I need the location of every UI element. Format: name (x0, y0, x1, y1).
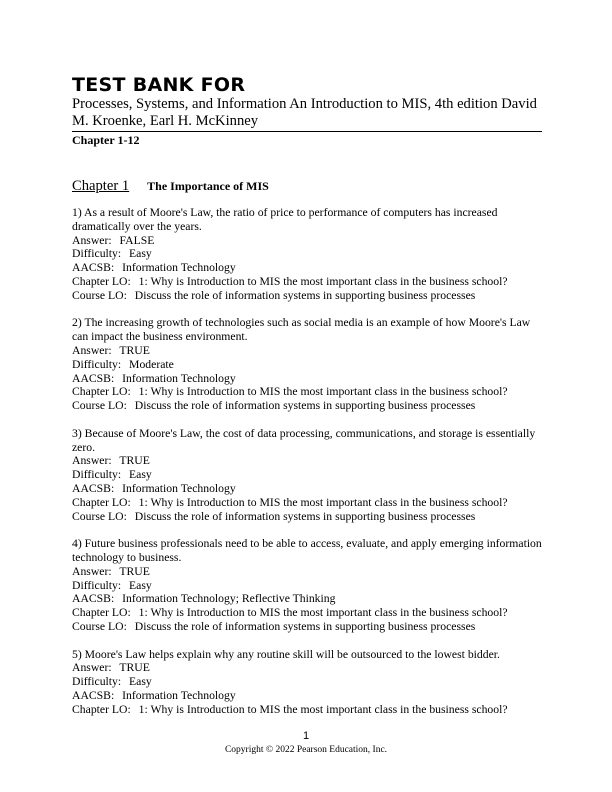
chapter-lo-value: 1: Why is Introduction to MIS the most important class in the business school? (138, 385, 508, 399)
chapter-title: The Importance of MIS (147, 179, 269, 193)
chapter-lo-label: Chapter LO: (72, 385, 131, 399)
chapter-range: Chapter 1-12 (72, 133, 140, 147)
difficulty-value: Easy (129, 578, 152, 592)
answer-value: TRUE (119, 661, 150, 675)
question-list (72, 206, 544, 730)
aacsb-value: Information Technology (122, 688, 236, 702)
answer-value: FALSE (119, 233, 155, 247)
chapter-lo-label: Chapter LO: (72, 274, 131, 288)
title-rule (72, 131, 542, 132)
aacsb-value: Information Technology (122, 371, 236, 385)
course-lo-value: Discuss the role of information systems in supporting business processes (134, 399, 476, 413)
answer-value: TRUE (119, 564, 150, 578)
answer-value: TRUE (119, 454, 150, 468)
copyright-notice: Copyright © 2022 Pearson Education, Inc. (224, 745, 388, 755)
question-text: 5) Moore's Law helps explain why any routine skill will be outsourced to the lowest bidder. (72, 647, 500, 661)
course-lo-label: Course LO: (72, 619, 127, 633)
course-lo-value: Discuss the role of information systems in supporting business processes (134, 619, 476, 633)
question-text: 4) Future business professionals need to be able to access, evaluate, and apply emerging information technology to business. (72, 537, 542, 564)
aacsb-label: AACSB: (72, 261, 115, 275)
course-lo-line (72, 289, 544, 303)
answer-line (72, 344, 544, 358)
course-lo-line (72, 510, 544, 524)
answer-label: Answer: (72, 564, 112, 578)
answer-label: Answer: (72, 233, 112, 247)
chapter-lo-value: 1: Why is Introduction to MIS the most important class in the business school? (138, 702, 508, 716)
page-number: 1 (302, 730, 310, 742)
answer-label: Answer: (72, 454, 112, 468)
chapter-lo-label: Chapter LO: (72, 702, 131, 716)
course-lo-label: Course LO: (72, 509, 127, 523)
chapter-lo-value: 1: Why is Introduction to MIS the most important class in the business school? (138, 606, 508, 620)
answer-line (72, 234, 544, 248)
aacsb-value: Information Technology (122, 481, 236, 495)
difficulty-line (72, 247, 544, 261)
difficulty-label: Difficulty: (72, 468, 122, 482)
difficulty-value: Moderate (129, 357, 174, 371)
answer-line (72, 454, 544, 468)
chapter-lo-line (72, 275, 544, 289)
aacsb-label: AACSB: (72, 371, 115, 385)
aacsb-line (72, 261, 544, 275)
question-item (72, 206, 544, 303)
difficulty-label: Difficulty: (72, 357, 122, 371)
chapter-lo-line (72, 385, 544, 399)
aacsb-label: AACSB: (72, 688, 115, 702)
answer-label: Answer: (72, 343, 112, 357)
chapter-lo-value: 1: Why is Introduction to MIS the most important class in the business school? (138, 495, 508, 509)
aacsb-label: AACSB: (72, 481, 115, 495)
question-item (72, 537, 544, 634)
course-lo-line (72, 620, 544, 634)
difficulty-label: Difficulty: (72, 675, 122, 689)
difficulty-line (72, 358, 544, 372)
answer-value: TRUE (119, 343, 150, 357)
difficulty-line (72, 675, 544, 689)
chapter-lo-label: Chapter LO: (72, 606, 131, 620)
course-lo-label: Course LO: (72, 399, 127, 413)
answer-line (72, 661, 544, 675)
difficulty-line (72, 579, 544, 593)
difficulty-value: Easy (129, 675, 152, 689)
chapter-label: Chapter 1 (72, 178, 130, 194)
question-item (72, 316, 544, 413)
answer-line (72, 565, 544, 579)
course-lo-value: Discuss the role of information systems in supporting business processes (134, 288, 476, 302)
test-bank-banner: TEST BANK FOR (72, 74, 246, 96)
chapter-lo-line (72, 703, 544, 717)
question-text: 2) The increasing growth of technologies such as social media is an example of how Moore's Law can impact the business environment. (72, 316, 531, 344)
aacsb-label: AACSB: (72, 592, 115, 606)
question-text: 1) As a result of Moore's Law, the ratio of price to performance of computers has increased dramatically over the years. (72, 206, 498, 233)
chapter-lo-line (72, 496, 544, 510)
difficulty-value: Easy (129, 468, 152, 482)
course-lo-line (72, 399, 544, 413)
question-text: 3) Because of Moore's Law, the cost of data processing, communications, and storage is essentially zero. (72, 426, 536, 454)
aacsb-line (72, 592, 544, 606)
course-lo-value: Discuss the role of information systems in supporting business processes (134, 509, 476, 523)
aacsb-line (72, 482, 544, 496)
aacsb-line (72, 372, 544, 386)
chapter-lo-label: Chapter LO: (72, 495, 131, 509)
aacsb-line (72, 689, 544, 703)
aacsb-value: Information Technology; Reflective Thinking (122, 592, 336, 606)
question-item (72, 648, 544, 717)
chapter-lo-line (72, 606, 544, 620)
book-title: Processes, Systems, and Information An Introduction to MIS, 4th edition David M. Kroenke, Earl H. McKinney (72, 96, 537, 129)
difficulty-label: Difficulty: (72, 247, 122, 261)
course-lo-label: Course LO: (72, 288, 127, 302)
aacsb-value: Information Technology (122, 261, 236, 275)
difficulty-line (72, 468, 544, 482)
difficulty-value: Easy (129, 247, 152, 261)
chapter-heading (72, 177, 269, 195)
answer-label: Answer: (72, 661, 112, 675)
chapter-lo-value: 1: Why is Introduction to MIS the most important class in the business school? (138, 274, 508, 288)
question-item (72, 427, 544, 524)
difficulty-label: Difficulty: (72, 578, 122, 592)
